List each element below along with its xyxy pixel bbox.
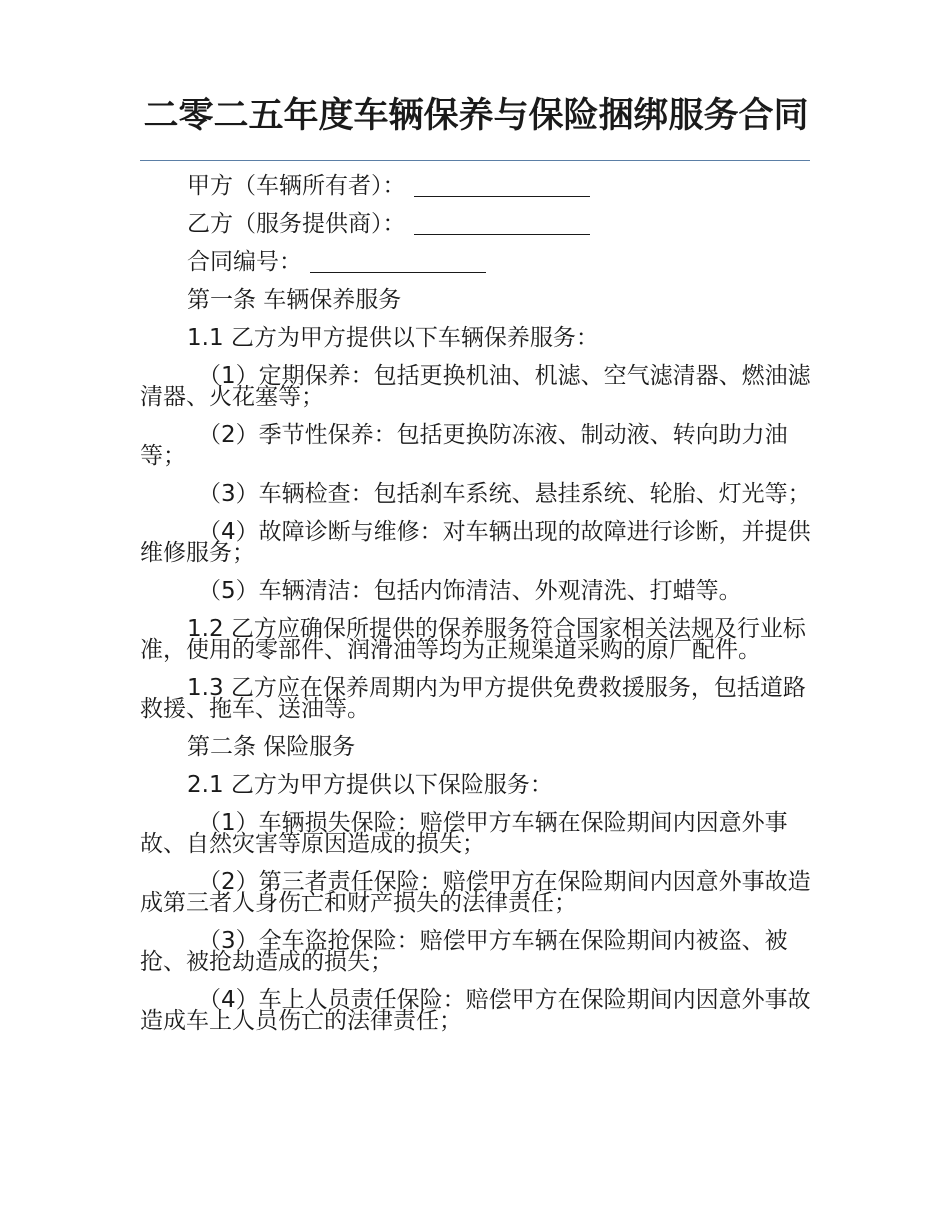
list-item: （4）故障诊断与维修：对车辆出现的故障进行诊断，并提供维修服务； <box>140 519 811 566</box>
party-a-label: 甲方（车辆所有者）： <box>187 173 406 199</box>
contract-no-line <box>140 249 812 275</box>
party-b-blank <box>414 214 590 235</box>
article1-heading: 第一条 车辆保养服务 <box>187 287 402 313</box>
party-a-blank <box>414 176 590 197</box>
list-item: （1）定期保养：包括更换机油、机滤、空气滤清器、燃油滤清器、火花塞等； <box>140 363 811 410</box>
list-item: （3）全车盗抢保险：赔偿甲方车辆在保险期间内被盗、被抢、被抢劫造成的损失； <box>140 928 788 975</box>
list-item: （4）车上人员责任保险：赔偿甲方在保险期间内因意外事故造成车上人员伤亡的法律责任； <box>140 987 811 1034</box>
clause-1-3: 1.3 乙方应在保养周期内为甲方提供免费救援服务，包括道路救援、拖车、送油等。 <box>140 675 806 722</box>
article2-heading: 第二条 保险服务 <box>187 734 356 760</box>
contract-no-label: 合同编号： <box>187 249 302 275</box>
document-title: 二零二五年度车辆保养与保险捆绑服务合同 <box>143 96 809 136</box>
party-b-line <box>140 211 812 237</box>
list-item: （5）车辆清洁：包括内饰清洁、外观清洗、打蜡等。 <box>198 578 742 604</box>
clause-2-1: 2.1 乙方为甲方提供以下保险服务： <box>187 772 553 798</box>
contract-no-blank <box>310 252 486 273</box>
clause-1-2: 1.2 乙方应确保所提供的保养服务符合国家相关法规及行业标准，使用的零部件、润滑油等均为正规渠道采购的原厂配件。 <box>140 616 806 663</box>
list-item: （1）车辆损失保险：赔偿甲方车辆在保险期间内因意外事故、自然灾害等原因造成的损失； <box>140 810 788 857</box>
party-b-label: 乙方（服务提供商）： <box>187 211 406 237</box>
document-body <box>140 173 812 1049</box>
clause-1-1: 1.1 乙方为甲方提供以下车辆保养服务： <box>187 325 599 351</box>
title-divider <box>140 160 810 161</box>
list-item: （2）第三者责任保险：赔偿甲方在保险期间内因意外事故造成第三者人身伤亡和财产损失的法律责任； <box>140 869 811 916</box>
list-item: （2）季节性保养：包括更换防冻液、制动液、转向助力油等； <box>140 422 788 469</box>
list-item: （3）车辆检查：包括刹车系统、悬挂系统、轮胎、灯光等； <box>198 481 811 507</box>
party-a-line <box>140 173 812 199</box>
